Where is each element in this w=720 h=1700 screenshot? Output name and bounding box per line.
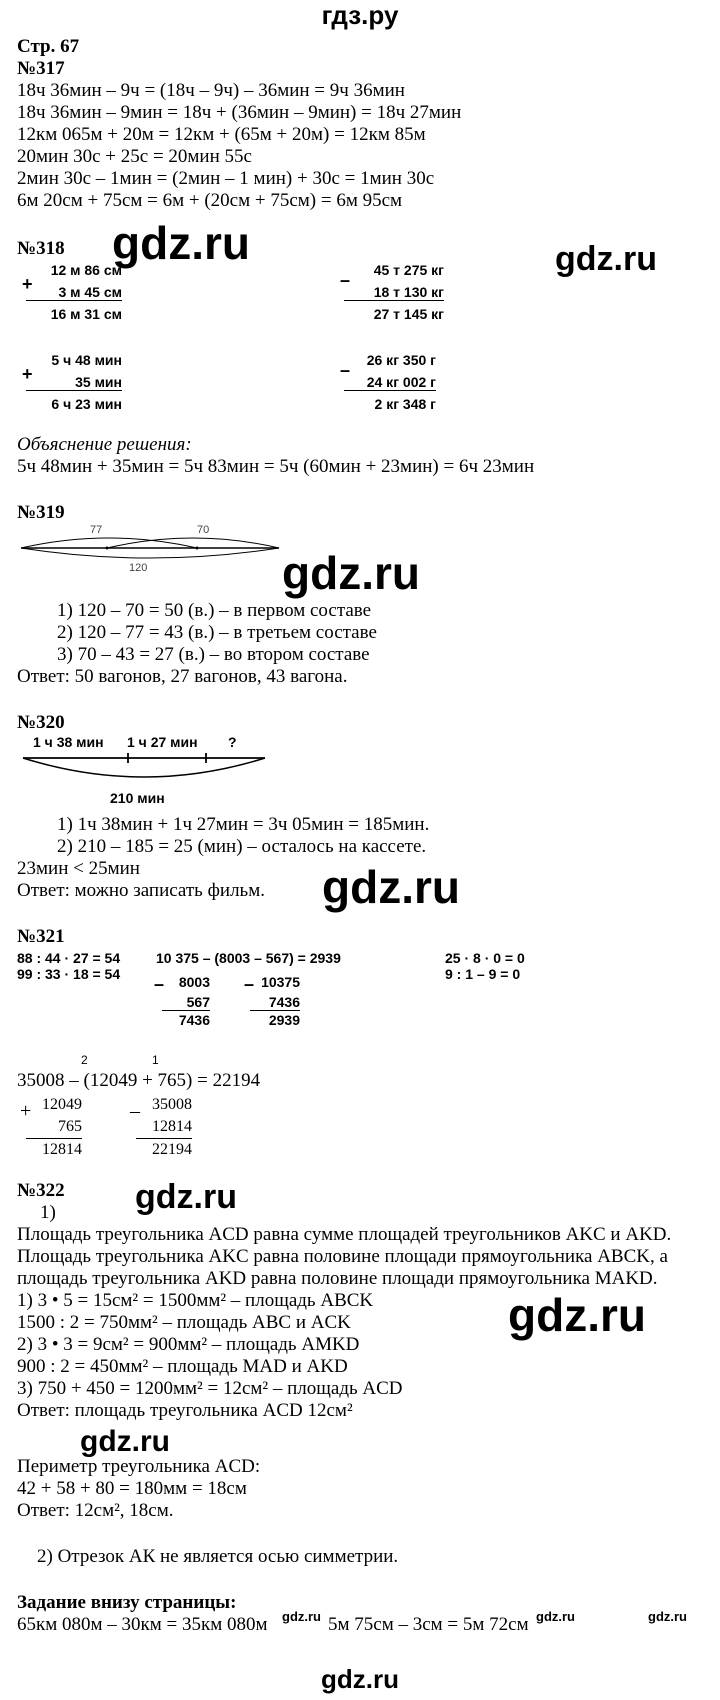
solution-text: Периметр треугольника ACD: (17, 1456, 261, 1477)
expression: 88 : 44 · 27 = 54 (17, 950, 121, 966)
solution-text: Площадь треугольника AKC равна половине площади прямоугольника ABCK, а (17, 1246, 668, 1267)
task-322-title: №322 (17, 1180, 65, 1201)
task-319-title: №319 (17, 502, 65, 523)
operand: 7436 (250, 994, 300, 1011)
footer-watermark: gdz.ru (321, 1664, 399, 1694)
operand: 12814 (136, 1116, 192, 1139)
operand: 12049 (42, 1096, 82, 1113)
order-mark: 2 (81, 1053, 88, 1067)
task-317-title: №317 (17, 58, 65, 79)
operand: 567 (162, 994, 210, 1011)
subtask-text: 2) Отрезок АК не является осью симметрии. (37, 1546, 399, 1567)
operator: + (20, 1100, 32, 1122)
diagram-label: 210 мин (110, 790, 165, 806)
task-317-line: 18ч 36мин – 9мин = 18ч + (36мин – 9мин) = 18ч 27мин (17, 102, 462, 123)
watermark: gdz.ru (135, 1178, 237, 1216)
bottom-task-title: Задание внизу страницы: (17, 1592, 237, 1613)
watermark: gdz.ru (112, 217, 250, 269)
operand: 45 т 275 кг (373, 262, 444, 278)
solution-text: 1) 3 • 5 = 15см² = 1500мм² – площадь ABCK (17, 1290, 374, 1311)
answer: Ответ: можно записать фильм. (17, 880, 265, 901)
watermark: gdz.ru (80, 1425, 170, 1458)
solution-text: 42 + 58 + 80 = 180мм = 18см (17, 1478, 247, 1499)
watermark: gdz.ru (282, 1609, 321, 1624)
diagram-label: 1 ч 38 мин (33, 734, 104, 750)
operator: – (244, 974, 255, 994)
site-header: гдз.ру (321, 0, 399, 30)
task-317-line: 18ч 36мин – 9ч = (18ч – 9ч) – 36мин = 9ч 36мин (17, 80, 405, 101)
watermark: gdz.ru (282, 547, 420, 599)
result: 27 т 145 кг (373, 306, 444, 322)
expression: 9 : 1 – 9 = 0 (445, 966, 521, 982)
answer: Ответ: 12см², 18см. (17, 1500, 174, 1521)
result: 22194 (152, 1141, 192, 1158)
solution-text: 2) 3 • 3 = 9см² = 900мм² – площадь AMKD (17, 1334, 360, 1355)
operator: – (154, 974, 165, 994)
operand: 3 м 45 см (26, 284, 122, 301)
watermark: gdz.ru (648, 1609, 687, 1624)
result: 7436 (178, 1012, 210, 1028)
diagram-label: 1 ч 27 мин (127, 734, 198, 750)
result: 12814 (42, 1141, 82, 1158)
operand: 35 мин (26, 374, 122, 391)
subtask-label: 1) (40, 1202, 56, 1223)
diagram-label: 70 (197, 524, 210, 536)
watermark: gdz.ru (322, 861, 460, 913)
task-318-title: №318 (17, 238, 65, 259)
order-mark: 1 (152, 1053, 159, 1067)
segment-diagram (20, 752, 270, 792)
task-317-line: 12км 065м + 20м = 12км + (65м + 20м) = 12км 85м (17, 124, 426, 145)
comparison: 23мин < 25мин (17, 858, 140, 879)
task-317-line: 20мин 30с + 25с = 20мин 55с (17, 146, 252, 167)
explanation-line: 5ч 48мин + 35мин = 5ч 83мин = 5ч (60мин + 23мин) = 6ч 23мин (17, 456, 535, 477)
expression: 35008 – (12049 + 765) = 22194 (17, 1070, 261, 1091)
task-317-line: 6м 20см + 75см = 6м + (20см + 75см) = 6м 95см (17, 190, 403, 211)
operator: + (22, 364, 33, 384)
task-317-line: 2мин 30с – 1мин = (2мин – 1 мин) + 30с = 1мин 30с (17, 168, 435, 189)
solution-step: 1) 120 – 70 = 50 (в.) – в первом составе (57, 600, 372, 621)
explanation-title: Объяснение решения: (17, 434, 192, 455)
solution-text: Площадь треугольника ACD равна сумме площадей треугольников AKC и AKD. (17, 1224, 672, 1245)
solution-text: 1500 : 2 = 750мм² – площадь ABC и ACK (17, 1312, 351, 1333)
watermark: gdz.ru (555, 240, 657, 278)
operand: 12 м 86 см (50, 262, 122, 278)
result: 2 кг 348 г (374, 396, 436, 412)
expression: 5м 75см – 3см = 5м 72см (328, 1614, 529, 1635)
operand: 26 кг 350 г (366, 352, 436, 368)
task-321-title: №321 (17, 926, 65, 947)
result: 6 ч 23 мин (51, 396, 122, 412)
diagram-label: 120 (129, 562, 148, 574)
solution-step: 2) 120 – 77 = 43 (в.) – в третьем составе (57, 622, 377, 643)
operand: 765 (26, 1116, 82, 1139)
result: 2939 (268, 1012, 300, 1028)
operator: – (340, 360, 351, 380)
solution-step: 2) 210 – 185 = 25 (мин) – осталось на кассете. (57, 836, 427, 857)
answer: Ответ: 50 вагонов, 27 вагонов, 43 вагона. (17, 666, 348, 687)
expression: 99 : 33 · 18 = 54 (17, 966, 121, 982)
diagram-label: ? (228, 734, 237, 750)
solution-text: 3) 750 + 450 = 1200мм² = 12см² – площадь ACD (17, 1378, 403, 1399)
operator: – (130, 1100, 140, 1122)
result: 16 м 31 см (50, 306, 122, 322)
operand: 8003 (178, 974, 210, 990)
answer: Ответ: площадь треугольника ACD 12см² (17, 1400, 353, 1421)
diagram-label: 77 (90, 524, 103, 536)
operand: 18 т 130 кг (344, 284, 444, 301)
operator: + (22, 274, 33, 294)
expression: 65км 080м – 30км = 35км 080м (17, 1614, 268, 1635)
segment-diagram (17, 522, 287, 572)
solution-text: площадь треугольника AKD равна половине площади прямоугольника MAKD. (17, 1268, 658, 1289)
operand: 35008 (152, 1096, 192, 1113)
watermark: gdz.ru (536, 1609, 575, 1624)
page-label: Стр. 67 (17, 36, 80, 57)
watermark: gdz.ru (508, 1289, 646, 1341)
task-320-title: №320 (17, 712, 65, 733)
expression: 10 375 – (8003 – 567) = 2939 (156, 950, 341, 966)
operand: 24 кг 002 г (344, 374, 436, 391)
operand: 10375 (261, 974, 300, 990)
solution-text: 900 : 2 = 450мм² – площадь MAD и AKD (17, 1356, 348, 1377)
solution-step: 3) 70 – 43 = 27 (в.) – во втором составе (57, 644, 370, 665)
operator: – (340, 270, 351, 290)
solution-step: 1) 1ч 38мин + 1ч 27мин = 3ч 05мин = 185мин. (57, 814, 430, 835)
expression: 25 · 8 · 0 = 0 (445, 950, 525, 966)
operand: 5 ч 48 мин (51, 352, 122, 368)
